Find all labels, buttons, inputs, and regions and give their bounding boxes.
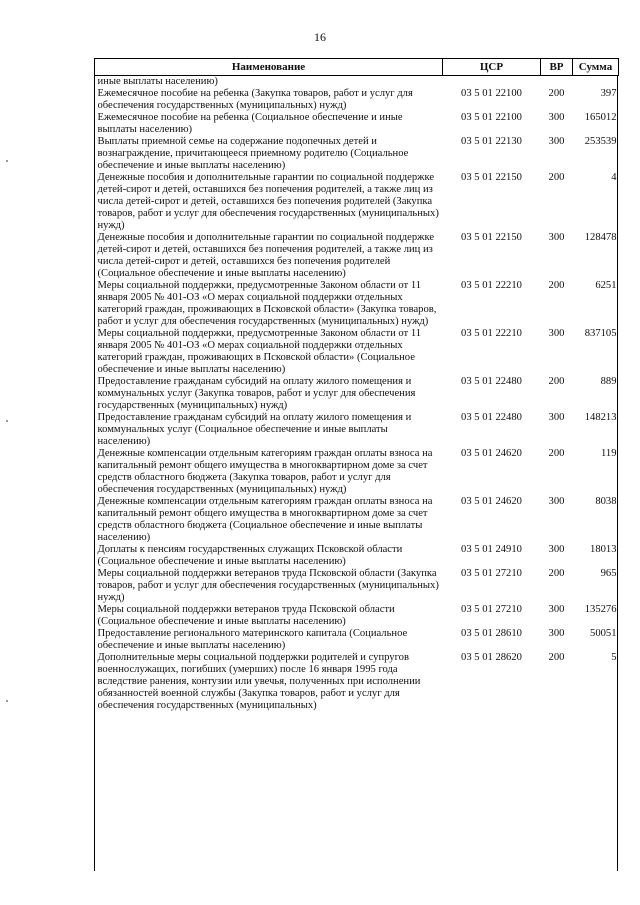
- cell-sum: 50051: [590, 628, 617, 639]
- cell-vr: 300: [548, 136, 565, 147]
- header-name: Наименование: [95, 59, 443, 76]
- cell-vr: 200: [548, 280, 565, 291]
- cell-csr: 03 5 01 22210: [461, 280, 522, 291]
- table-row: [95, 172, 619, 232]
- header-csr: ЦСР: [443, 59, 541, 76]
- cell-name: Предоставление гражданам субсидий на оплату жилого помещения и коммунальных услуг (Закупка товаров, работ и услуг для обеспечения государственных (муниципальных) нужд): [97, 376, 416, 411]
- cell-vr: 200: [548, 568, 565, 579]
- cell-sum: 6251: [595, 280, 617, 291]
- cell-sum: 965: [600, 568, 617, 579]
- table-row: [95, 448, 619, 496]
- table-body: [95, 76, 619, 713]
- cell-name: Дополнительные меры социальной поддержки родителей и супругов военнослужащих, погибших (умерших) после 16 января 1995 года вследствие ранения, контузии или увечья, полученных при исполнении обязанностей военной службы (Закупка товаров, работ и услуг для обеспечения государственных (муниципальных): [97, 652, 421, 711]
- cell-sum: 128478: [584, 232, 617, 243]
- cell-name: Доплаты к пенсиям государственных служащих Псковской области (Социальное обеспечение и иные выплаты населению): [97, 544, 403, 567]
- cell-name: Меры социальной поддержки ветеранов труда Псковской области (Социальное обеспечение и иные выплаты населению): [97, 604, 395, 627]
- cell-vr: 300: [548, 544, 565, 555]
- cell-vr: 200: [548, 172, 565, 183]
- table-row: [95, 496, 619, 544]
- budget-table: [94, 58, 619, 712]
- cell-name: Денежные компенсации отдельным категориям граждан оплаты взноса на капитальный ремонт общего имущества в многоквартирном доме за счет средств областного бюджета (Закупка товаров, работ и услуг для обеспечения государственных (муниципальных) нужд): [97, 448, 433, 495]
- cell-name: Денежные пособия и дополнительные гарантии по социальной поддержке детей-сирот и детей, оставшихся без попечения родителей, а также лиц из числа детей-сирот и детей, оставшихся без попечения родителей (Социальное обеспечение и иные выплаты населению): [97, 232, 435, 279]
- cell-vr: 200: [548, 376, 565, 387]
- table-row: [95, 412, 619, 448]
- cell-sum: 119: [601, 448, 617, 459]
- cell-sum: 135276: [584, 604, 617, 615]
- cell-csr: 03 5 01 27210: [461, 568, 522, 579]
- cell-csr: 03 5 01 22150: [461, 232, 522, 243]
- header-sum: Сумма: [573, 59, 619, 76]
- table-row: [95, 112, 619, 136]
- cell-csr: 03 5 01 24620: [461, 448, 522, 459]
- cell-vr: 300: [548, 496, 565, 507]
- cell-sum: 165012: [584, 112, 617, 123]
- cell-name: Предоставление гражданам субсидий на оплату жилого помещения и коммунальных услуг (Социальное обеспечение и иные выплаты населению): [97, 412, 412, 447]
- table-row: [95, 328, 619, 376]
- cell-csr: 03 5 01 28610: [461, 628, 522, 639]
- table-row: [95, 628, 619, 652]
- cell-name: иные выплаты населению): [97, 76, 218, 87]
- cell-vr: 200: [548, 88, 565, 99]
- cell-vr: 300: [548, 604, 565, 615]
- cell-csr: 03 5 01 22210: [461, 328, 522, 339]
- cell-name: Выплаты приемной семье на содержание подопечных детей и вознаграждение, причитающееся приемному родителю (Социальное обеспечение и иные выплаты населению): [97, 136, 409, 171]
- cell-csr: [443, 76, 541, 89]
- table-row: [95, 136, 619, 172]
- cell-vr: 200: [548, 652, 565, 663]
- cell-csr: 03 5 01 22150: [461, 172, 522, 183]
- table-row: [95, 652, 619, 712]
- cell-name: Меры социальной поддержки, предусмотренные Законом области от 11 января 2005 № 401-ОЗ «О мерах социальной поддержки отдельных категорий граждан, проживающих в Псковской области» (Социальное обеспечение и иные выплаты населению): [97, 328, 422, 375]
- cell-csr: 03 5 01 22480: [461, 412, 522, 423]
- cell-sum: 397: [600, 88, 617, 99]
- cell-csr: 03 5 01 24910: [461, 544, 522, 555]
- page-number: 16: [314, 30, 326, 44]
- cell-name: Меры социальной поддержки ветеранов труда Псковской области (Закупка товаров, работ и услуг для обеспечения государственных (муниципальных) нужд): [97, 568, 439, 603]
- cell-sum: 253539: [584, 136, 617, 147]
- cell-vr: 300: [548, 328, 565, 339]
- cell-csr: 03 5 01 22480: [461, 376, 522, 387]
- table-row: [95, 76, 619, 89]
- cell-vr: [541, 76, 573, 89]
- table-row: [95, 604, 619, 628]
- cell-sum: [573, 76, 619, 89]
- table-row: [95, 376, 619, 412]
- cell-name: Предоставление регионального материнского капитала (Социальное обеспечение и иные выплаты населению): [97, 628, 408, 651]
- table-header-row: [95, 59, 619, 76]
- cell-name: Денежные пособия и дополнительные гарантии по социальной поддержке детей-сирот и детей, оставшихся без попечения родителей, а также лиц из числа детей-сирот и детей, оставшихся без попечения родителей (Закупка товаров, работ и услуг для обеспечения государственных (муниципальных) нужд): [97, 172, 439, 231]
- table-row: [95, 88, 619, 112]
- cell-name: Денежные компенсации отдельным категориям граждан оплаты взноса на капитальный ремонт общего имущества в многоквартирном доме за счет средств областного бюджета (Социальное обеспечение и иные выплаты населению): [97, 496, 433, 543]
- cell-csr: 03 5 01 22100: [461, 112, 522, 123]
- cell-csr: 03 5 01 22100: [461, 88, 522, 99]
- cell-sum: 5: [611, 652, 617, 663]
- cell-sum: 4: [611, 172, 617, 183]
- scan-edge-mark: [6, 160, 8, 162]
- header-vr: ВР: [541, 59, 573, 76]
- cell-csr: 03 5 01 24620: [461, 496, 522, 507]
- cell-vr: 300: [548, 232, 565, 243]
- cell-csr: 03 5 01 28620: [461, 652, 522, 663]
- table-row: [95, 232, 619, 280]
- cell-sum: 148213: [584, 412, 617, 423]
- cell-sum: 889: [600, 376, 617, 387]
- cell-vr: 300: [548, 628, 565, 639]
- table-row: [95, 280, 619, 328]
- cell-csr: 03 5 01 22130: [461, 136, 522, 147]
- cell-csr: 03 5 01 27210: [461, 604, 522, 615]
- cell-sum: 18013: [590, 544, 617, 555]
- cell-sum: 837105: [584, 328, 617, 339]
- scan-edge-mark: [6, 700, 8, 702]
- cell-name: Меры социальной поддержки, предусмотренные Законом области от 11 января 2005 № 401-ОЗ «О мерах социальной поддержки отдельных категорий граждан, проживающих в Псковской области» (Закупка товаров, работ и услуг для обеспечения государственных (муниципальных) нужд): [97, 280, 437, 327]
- cell-vr: 300: [548, 412, 565, 423]
- cell-sum: 8038: [595, 496, 617, 507]
- cell-name: Ежемесячное пособие на ребенка (Социальное обеспечение и иные выплаты населению): [97, 112, 403, 135]
- cell-vr: 200: [548, 448, 565, 459]
- table-row: [95, 568, 619, 604]
- table-row: [95, 544, 619, 568]
- scan-edge-mark: [6, 420, 8, 422]
- cell-name: Ежемесячное пособие на ребенка (Закупка товаров, работ и услуг для обеспечения государственных (муниципальных) нужд): [97, 88, 413, 111]
- cell-vr: 300: [548, 112, 565, 123]
